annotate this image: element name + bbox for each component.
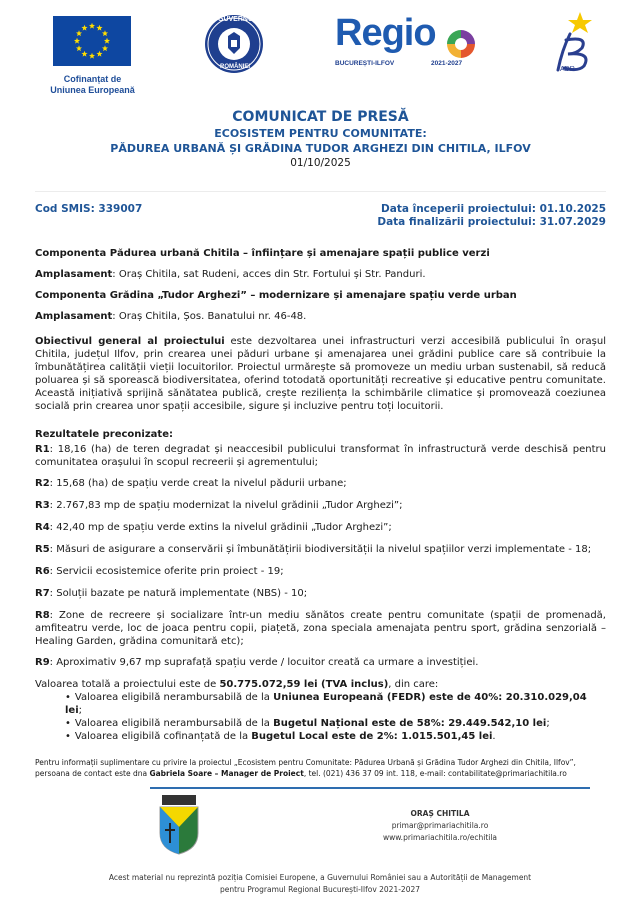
location-text: : Oraș Chitila, Șos. Banatului nr. 46-48. (112, 311, 307, 322)
funding-section (35, 678, 606, 743)
page-title: COMUNICAT DE PRESĂ (232, 109, 409, 125)
result-r2 (35, 477, 606, 490)
contact-person: Gabriela Soare – Manager de Proiect (149, 769, 304, 778)
result-code: R4 (35, 522, 50, 533)
result-code: R5 (35, 544, 50, 555)
contact-line1: Pentru informații suplimentare cu privire la proiectul „Ecosistem pentru Comunitate: Pădurea Urbană și Grădina Tudor Arghezi din Chitila, Ilfov”, (35, 758, 576, 767)
eu-flag-logo (53, 16, 131, 66)
result-text: : 18,16 (ha) de teren degradat și neaccesibil publicului transformat în infrastructură verde deschisă pentru comunitatea orașului în scopul recreerii și agrementului; (35, 444, 606, 468)
component-2-title-text: Componenta Grădina „Tudor Arghezi” – modernizare și amenajare spațiu verde urban (35, 290, 517, 301)
funding-item-national (65, 717, 606, 730)
results-heading (35, 428, 606, 441)
eu-star-icon (104, 38, 110, 44)
eu-star-icon (89, 53, 95, 59)
eu-cofinanced-caption (40, 74, 145, 96)
funding-total (35, 678, 606, 691)
result-text: : Soluții bazate pe natură implementate (NBS) - 10; (49, 588, 308, 599)
chitila-coat-of-arms-logo (150, 793, 208, 855)
result-code: R1 (35, 444, 50, 455)
result-text: : Aproximativ 9,67 mp suprafață spațiu verde / locuitor creată ca urmare a investiției. (49, 657, 479, 668)
release-date: 01/10/2025 (290, 157, 351, 169)
funding-share: este de 58%: (368, 718, 449, 729)
contact-info (35, 757, 606, 779)
project-dates (377, 203, 606, 229)
location-label: Amplasament (35, 311, 113, 322)
regio-wordmark: Regio (335, 12, 436, 54)
eu-star-icon (89, 23, 95, 29)
result-r5 (35, 543, 606, 556)
result-text: : Măsuri de asigurare a conservării și îmbunătățirii biodiversității la nivelul spațiilor verzi implementate - 18; (49, 544, 592, 555)
result-code: R8 (35, 610, 50, 621)
result-text: : 15,68 (ha) de spațiu verde creat la nivelul pădurii urbane; (49, 478, 347, 489)
regio-region-label: BUCUREȘTI-ILFOV (335, 60, 395, 67)
funding-item-eu (65, 691, 606, 717)
project-start-date: Data începerii proiectului: 01.10.2025 (381, 203, 606, 215)
location-label: Amplasament (35, 269, 113, 280)
smis-code: Cod SMIS: 339007 (35, 203, 143, 215)
eu-star-icon (96, 25, 102, 31)
funding-source: Bugetul Național (273, 718, 369, 729)
total-value: 50.775.072,59 lei (TVA inclus) (219, 679, 389, 690)
funding-source: Uniunea Europeană (FEDR) (273, 692, 426, 703)
funding-item-local (65, 730, 606, 743)
funding-amount: 20.310.029,04 lei (65, 692, 587, 716)
eu-star-icon (102, 30, 108, 36)
project-title-line2: PĂDUREA URBANĂ ȘI GRĂDINA TUDOR ARGHEZI DIN CHITILA, ILFOV (110, 142, 531, 155)
component-2-location (35, 310, 606, 323)
regio-years-label: 2021-2027 (431, 60, 463, 67)
eu-star-icon (102, 45, 108, 51)
seal-text-bottom: ROMÂNIEI (220, 64, 250, 70)
result-r4 (35, 521, 606, 534)
results-heading-text: Rezultatele preconizate: (35, 429, 173, 440)
result-code: R6 (35, 566, 50, 577)
result-r1 (35, 443, 606, 469)
result-r7 (35, 587, 606, 600)
funding-breakdown-list (35, 691, 606, 743)
funding-item-end: ; (78, 705, 83, 716)
government-seal-logo (204, 14, 264, 74)
funding-share: este de 2%: (328, 731, 402, 742)
result-text: : Servicii ecosistemice oferite prin proiect - 19; (49, 566, 284, 577)
eu-caption-line2: Uniunea Europeană (50, 85, 135, 95)
funding-amount: 1.015.501,45 lei (401, 731, 493, 742)
regio-color-ring-icon (445, 28, 477, 60)
funding-item-prefix: Valoarea eligibilă cofinanțată de la (74, 731, 252, 742)
footer-organization (360, 808, 520, 844)
general-objective (35, 335, 606, 413)
adr-logo (548, 10, 604, 76)
footer-divider (150, 787, 590, 789)
project-end-date: Data finalizării proiectului: 31.07.2029 (377, 216, 606, 228)
result-r6 (35, 565, 606, 578)
divider (35, 191, 606, 192)
funding-item-end: . (492, 731, 496, 742)
funding-item-prefix: Valoarea eligibilă nerambursabilă de la (74, 692, 274, 703)
component-2-title (35, 289, 606, 302)
result-text: : 2.767,83 mp de spațiu modernizat la nivelul grădinii „Tudor Arghezi”; (49, 500, 403, 511)
result-code: R3 (35, 500, 50, 511)
eu-star-icon (74, 38, 80, 44)
funding-source: Bugetul Local (251, 731, 329, 742)
eu-star-icon (76, 45, 82, 51)
contact-prefix: persoana de contact este dna (35, 769, 150, 778)
eu-caption-line1: Cofinanțat de (63, 74, 122, 84)
component-1-title (35, 247, 606, 260)
eu-star-icon (81, 51, 87, 57)
contact-phone-email: , tel. (021) 436 37 09 int. 118, e-mail: contabilitate@primariachitila.ro (303, 769, 567, 778)
funding-share: este de 40%: (425, 692, 506, 703)
result-text: : 42,40 mp de spațiu verde extins la nivelul grădinii „Tudor Arghezi”; (49, 522, 392, 533)
result-r3 (35, 499, 606, 512)
result-r9 (35, 656, 606, 669)
result-r8 (35, 609, 606, 648)
adr-label: ADR (560, 66, 575, 73)
result-code: R2 (35, 478, 50, 489)
result-text: : Zone de recreere și socializare într-un mediu sănătos create pentru comunitate (spații de promenadă, amfiteatru verde, loc de joaca pentru copii, piațetă, zona speciala amenajata pentru sport, grădina senzorială – Healing Garden, grădina comunitară etc); (35, 610, 606, 647)
project-title-line1: ECOSISTEM PENTRU COMUNITATE: (214, 127, 427, 140)
eu-stars-icon (53, 16, 131, 66)
eu-star-icon (96, 51, 102, 57)
disclaimer-line2: pentru Programul Regional București-Ilfov 2021-2027 (219, 885, 421, 894)
eu-star-icon (81, 25, 87, 31)
organization-email-link[interactable]: primar@primariachitila.ro (391, 821, 489, 830)
objective-text: este dezvoltarea unei infrastructuri verzi accesibilă publicului în orașul Chitila, județul Ilfov, prin crearea unei păduri urbane și amenajarea unei grădini publice care să contribuie la îmbunătățirea calității vieții locuitorilor. Proiectul urmărește să promoveze un mediu urban sustenabil, să reducă poluarea și să sporească biodiversitatea, oferind totodată oportunități recreative și educative pentru comunitate. Această inițiativă sprijină sănătatea publică, crește reziliența la schimbările climatice și promovează coeziunea socială prin crearea unor spații accesibile, sigure și incluzive pentru toți locuitorii. (35, 336, 606, 412)
star-icon (568, 12, 592, 33)
funding-intro-suffix: , din care: (388, 679, 439, 690)
component-1-title-text: Componenta Pădurea urbană Chitila – înființare și amenajare spații publice verzi (35, 248, 490, 259)
result-code: R7 (35, 588, 50, 599)
regio-logo (335, 12, 495, 68)
disclaimer-line1: Acest material nu reprezintă poziția Comisiei Europene, a Guvernului României sau a Autorității de Management (108, 873, 532, 882)
location-text: : Oraș Chitila, sat Rudeni, acces din Str. Fortului și Str. Panduri. (112, 269, 426, 280)
funding-intro-text: Valoarea totală a proiectului este de (35, 679, 220, 690)
contact-line2 (35, 768, 606, 779)
disclaimer (60, 872, 580, 896)
objective-label: Obiectivul general al proiectului (35, 336, 225, 347)
eu-star-icon (76, 30, 82, 36)
organization-website-link[interactable]: www.primariachitila.ro/echitila (382, 833, 498, 842)
funding-item-prefix: Valoarea eligibilă nerambursabilă de la (74, 718, 274, 729)
organization-name: ORAȘ CHITILA (410, 809, 470, 818)
funding-item-end: ; (546, 718, 550, 729)
press-release-title-block (0, 108, 641, 171)
seal-text-top: GUVERNUL (218, 16, 258, 23)
result-code: R9 (35, 657, 50, 668)
component-1-location (35, 268, 606, 281)
funding-amount: 29.449.542,10 lei (448, 718, 547, 729)
